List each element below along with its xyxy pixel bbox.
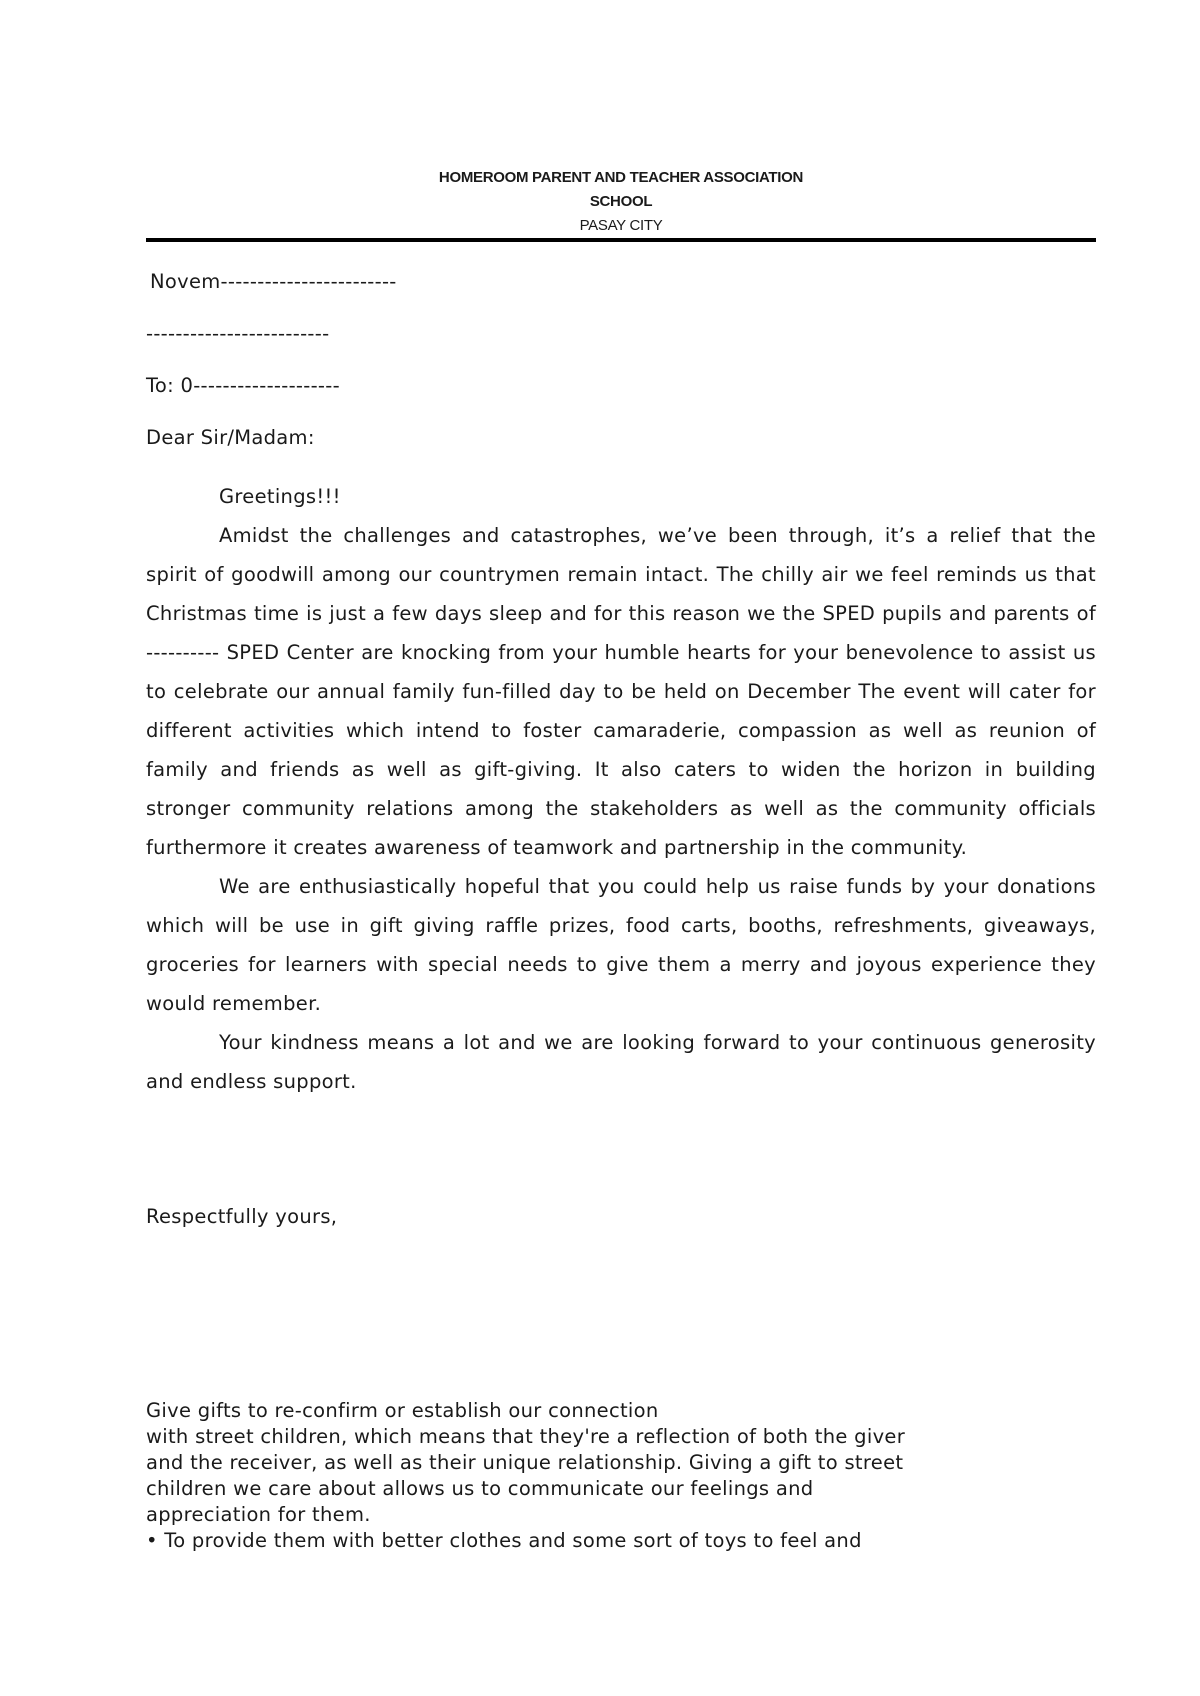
association-name: HOMEROOM PARENT AND TEACHER ASSOCIATION: [438, 169, 804, 186]
letter-body: [146, 477, 1096, 1101]
greeting: Greetings!!!: [219, 485, 341, 508]
notes-bullet: • To provide them with better clothes and some sort of toys to feel and: [146, 1529, 862, 1552]
notes-line: Give gifts to re-confirm or establish our connection: [146, 1399, 659, 1422]
recipient-line: To: 0--------------------: [146, 374, 340, 397]
closing: Respectfully yours,: [146, 1205, 338, 1228]
notes-line: and the receiver, as well as their unique relationship. Giving a gift to street: [146, 1451, 904, 1474]
notes-line: children we care about allows us to communicate our feelings and: [146, 1477, 814, 1500]
header-divider: [146, 238, 1096, 242]
letter-date: Novem------------------------: [150, 270, 397, 293]
salutation: Dear Sir/Madam:: [146, 426, 315, 449]
city-name: PASAY CITY: [579, 217, 663, 234]
notes-section: [146, 1398, 1046, 1554]
letterhead: [146, 166, 1096, 238]
body-paragraph: Amidst the challenges and catastrophes, we’ve been through, it’s a relief that the spirit of goodwill among our countrymen remain intact. The chilly air we feel reminds us that Christmas time is just a few days sleep and for this reason we the SPED pupils and parents of ---------- SPED Center are knocking from your humble hearts for your benevolence to assist us to celebrate our annual family fun-filled day to be held on December The event will cater for different activities which intend to foster camaraderie, compassion as well as reunion of family and friends as well as gift-giving. It also caters to widen the horizon in building stronger community relations among the stakeholders as well as the community officials furthermore it creates awareness of teamwork and partnership in the community.: [146, 524, 1096, 859]
school-name: SCHOOL: [589, 193, 653, 210]
recipient-address: -------------------------: [146, 322, 330, 345]
notes-line: appreciation for them.: [146, 1503, 371, 1526]
body-paragraph: Your kindness means a lot and we are looking forward to your continuous generosity and endless support.: [146, 1031, 1096, 1093]
notes-line: with street children, which means that they're a reflection of both the giver: [146, 1425, 906, 1448]
body-paragraph: We are enthusiastically hopeful that you could help us raise funds by your donations which will be use in gift giving raffle prizes, food carts, booths, refreshments, giveaways, groceries for learners with special needs to give them a merry and joyous experience they would remember.: [146, 875, 1096, 1015]
